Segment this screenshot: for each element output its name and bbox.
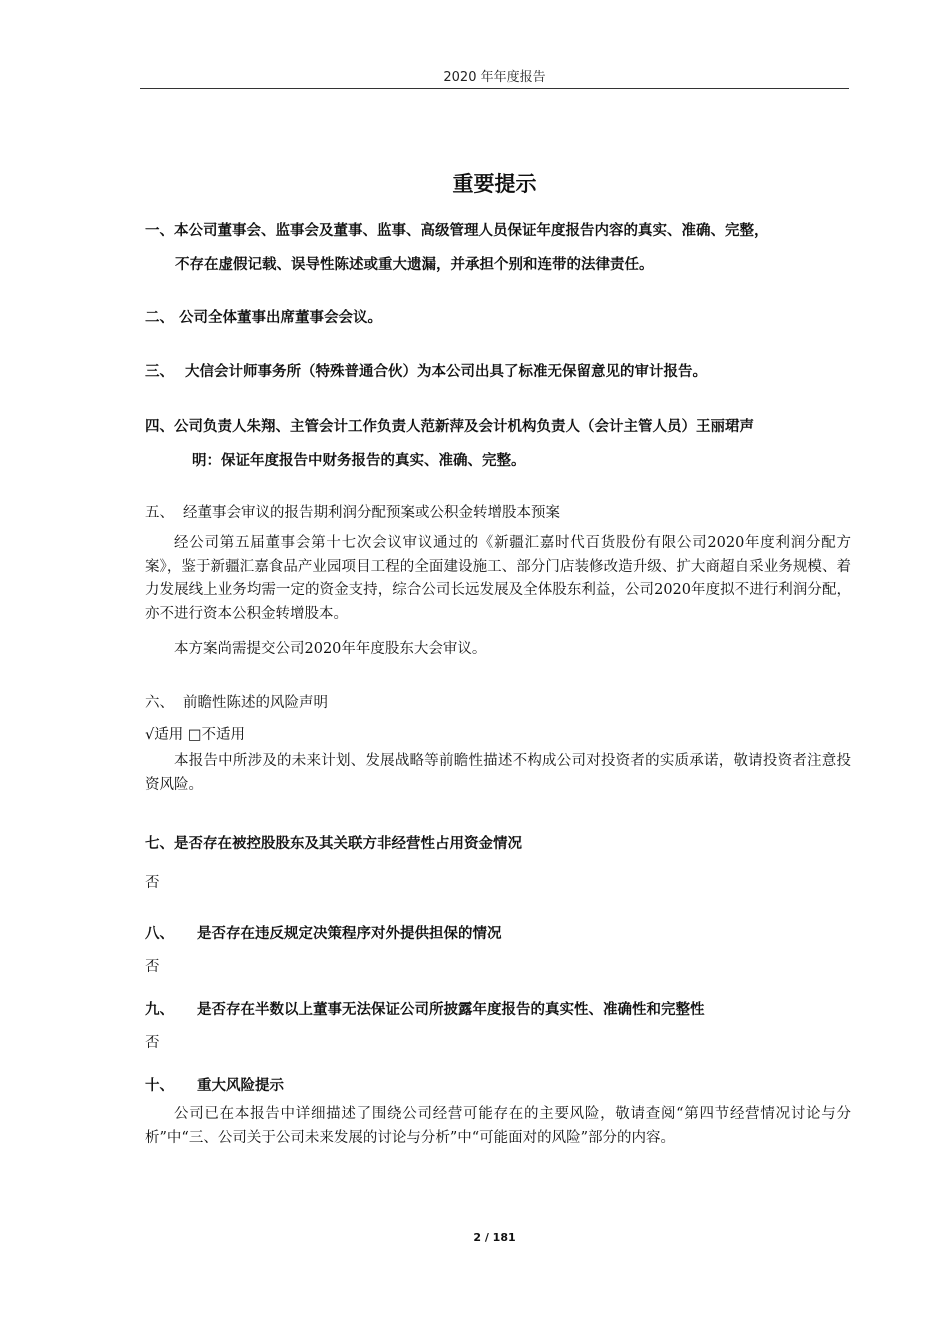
applicability-checkbox-line: √适用 □不适用 (145, 727, 246, 743)
item-6-heading-text: 前瞻性陈述的风险声明 (183, 695, 328, 711)
item-1-line2: 不存在虚假记载、误导性陈述或重大遗漏，并承担个别和连带的法律责任。 (175, 257, 654, 273)
item-10-heading-text: 重大风险提示 (197, 1078, 284, 1094)
item-2: 二、 公司全体董事出席董事会会议。 (145, 310, 383, 326)
item-10-heading (145, 1074, 851, 1095)
item-5-note: 本方案尚需提交公司2020年年度股东大会审议。 (174, 641, 487, 657)
item-9-answer: 否 (145, 1035, 160, 1051)
item-4-line1: 四、公司负责人朱翔、主管会计工作负责人范新萍及会计机构负责人（会计主管人员）王丽珺声 (145, 419, 754, 435)
item-4-line2: 明：保证年度报告中财务报告的真实、准确、完整。 (192, 453, 526, 469)
item-3-text: 大信会计师事务所（特殊普通合伙）为本公司出具了标准无保留意见的审计报告。 (185, 364, 707, 380)
item-5-paragraph: 经公司第五届董事会第十七次会议审议通过的《新疆汇嘉时代百货股份有限公司2020年度利润分配方案》，鉴于新疆汇嘉食品产业园项目工程的全面建设施工、部分门店装修改造升级、扩大商超自采业务规模、着力发展线上业务均需一定的资金支持，综合公司长远发展及全体股东利益，公司2020年度拟不进行利润分配，亦不进行资本公积金转增股本。 (145, 535, 851, 622)
item-8-answer: 否 (145, 959, 160, 975)
item-1-line1: 一、本公司董事会、监事会及董事、监事、高级管理人员保证年度报告内容的真实、准确、完整， (145, 223, 769, 239)
item-7-answer: 否 (145, 875, 160, 891)
item-3-number: 三、 (145, 364, 174, 380)
item-10-number: 十、 (145, 1078, 174, 1094)
item-3 (145, 360, 851, 381)
item-9-heading (145, 998, 851, 1019)
header-divider (140, 88, 849, 89)
item-5-heading-text: 经董事会审议的报告期利润分配预案或公积金转增股本预案 (183, 505, 560, 521)
item-8-number: 八、 (145, 926, 174, 942)
item-6-heading (145, 691, 851, 712)
running-header: 2020 年年度报告 (443, 70, 546, 85)
item-8-heading (145, 922, 851, 943)
page-title: 重要提示 (452, 172, 537, 196)
item-10-paragraph: 公司已在本报告中详细描述了围绕公司经营可能存在的主要风险，敬请查阅“第四节经营情况讨论与分析”中“三、公司关于公司未来发展的讨论与分析”中“可能面对的风险”部分的内容。 (145, 1106, 851, 1146)
item-6-number: 六、 (145, 695, 174, 711)
page-number: 2 / 181 (473, 1231, 516, 1244)
item-9-number: 九、 (145, 1002, 174, 1018)
item-9-heading-text: 是否存在半数以上董事无法保证公司所披露年度报告的真实性、准确性和完整性 (197, 1002, 705, 1018)
item-6-paragraph: 本报告中所涉及的未来计划、发展战略等前瞻性描述不构成公司对投资者的实质承诺，敬请投资者注意投资风险。 (145, 753, 851, 793)
item-5-number: 五、 (145, 505, 174, 521)
item-5-heading (145, 501, 851, 522)
item-8-heading-text: 是否存在违反规定决策程序对外提供担保的情况 (197, 926, 502, 942)
item-7-heading: 七、是否存在被控股股东及其关联方非经营性占用资金情况 (145, 836, 522, 852)
